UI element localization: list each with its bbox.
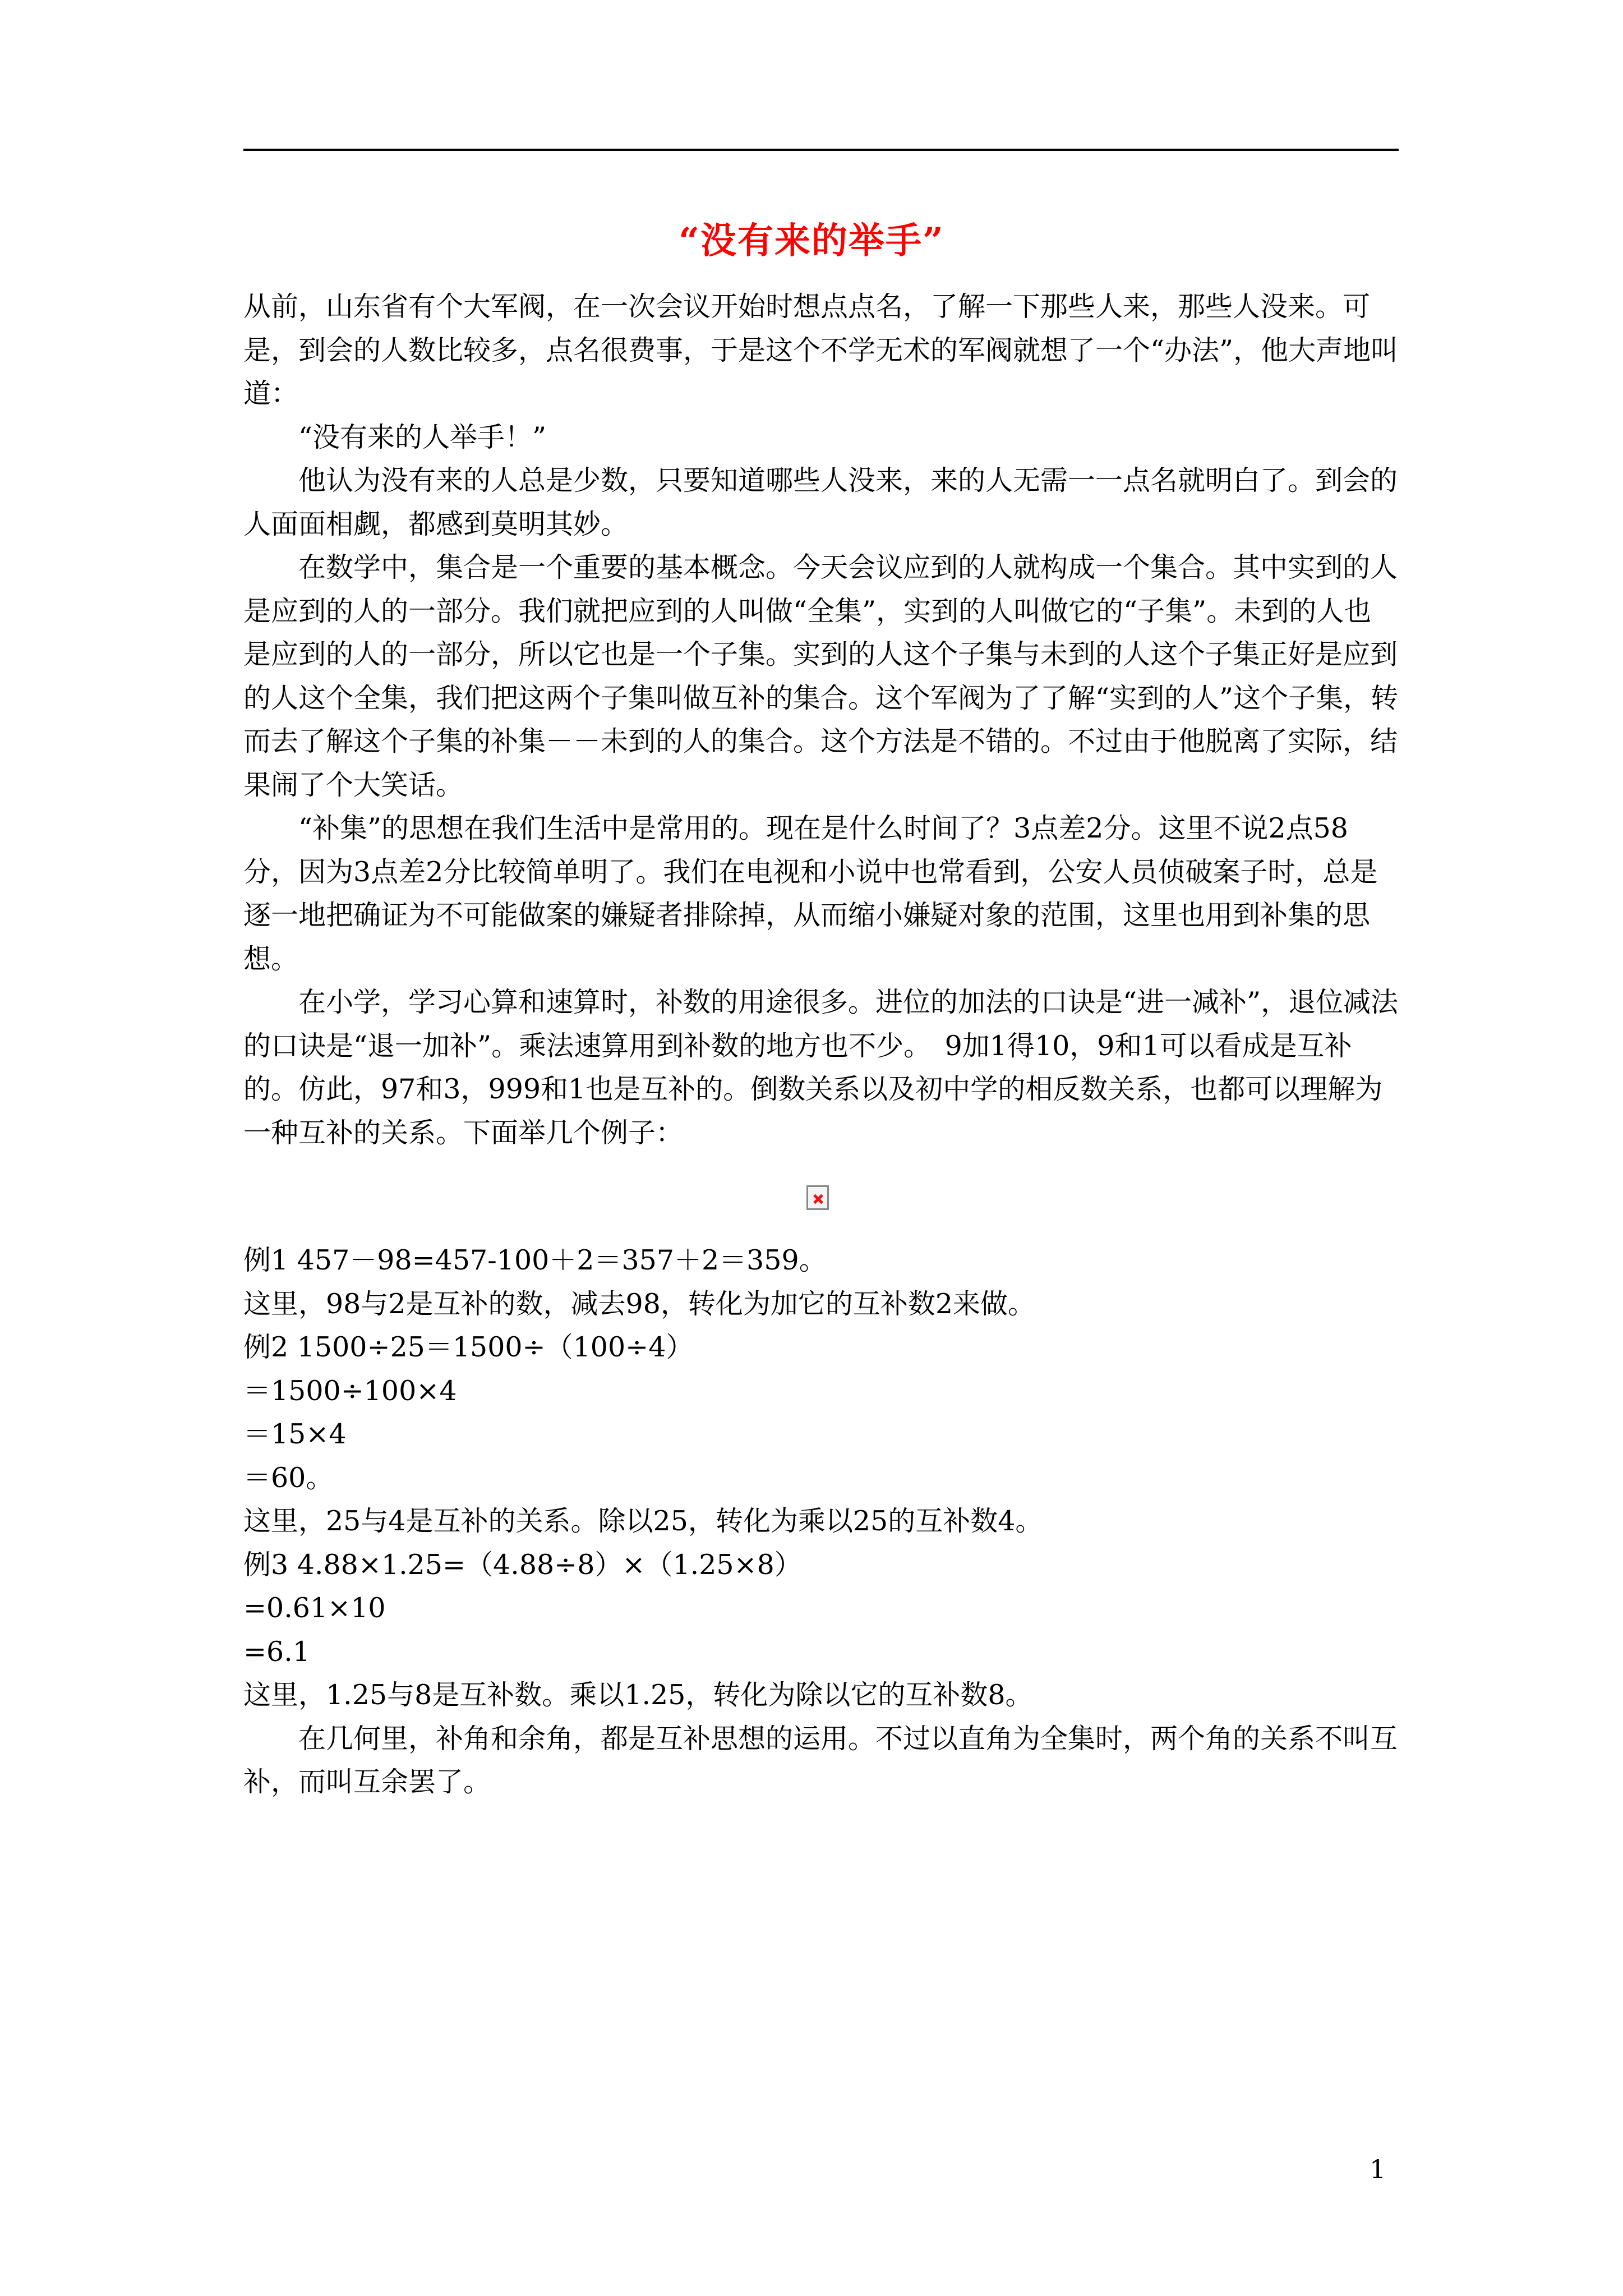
paragraph-complement-life: “补集”的思想在我们生活中是常用的。现在是什么时间了？3点差2分。这里不说2点58分，因为3点差2分比较简单明了。我们在电视和小说中也常看到，公安人员侦破案子时，总是逐一地把确证为不可能做案的嫌疑者排除掉，从而缩小嫌疑对象的范围，这里也用到补集的思想。 xyxy=(243,812,1378,975)
example-line: 例2 1500÷25＝1500÷（100÷4） xyxy=(243,1331,694,1363)
example-line: 例3 4.88×1.25=（4.88÷8）×（1.25×8） xyxy=(243,1548,802,1581)
paragraph-story-end: 他认为没有来的人总是少数，只要知道哪些人没来，来的人无需一一点名就明白了。到会的人面面相觑，都感到莫明其妙。 xyxy=(243,464,1398,540)
paragraph-story-intro: 从前，山东省有个大军阀，在一次会议开始时想点点名，了解一下那些人来，那些人没来。可是，到会的人数比较多，点名很费事，于是这个不学无术的军阀就想了一个“办法”，他大声地叫道： xyxy=(243,291,1399,409)
example-line: ＝1500÷100×4 xyxy=(243,1374,457,1407)
example-line: =6.1 xyxy=(243,1635,310,1668)
paragraph-closing: 在几何里，补角和余角，都是互补思想的运用。不过以直角为全集时，两个角的关系不叫互补，而叫互余罢了。 xyxy=(243,1722,1398,1798)
paragraph-set-concept: 在数学中，集合是一个重要的基本概念。今天会议应到的人就构成一个集合。其中实到的人是应到的人的一部分。我们就把应到的人叫做“全集”，实到的人叫做它的“子集”。未到的人也是应到的人的一部分，所以它也是一个子集。实到的人这个子集与未到的人这个子集正好是应到的人这个全集，我们把这两个子集叫做互补的集合。这个军阀为了了解“实到的人”这个子集，转而去了解这个子集的补集－－未到的人的集合。这个方法是不错的。不过由于他脱离了实际，结果闹了个大笑话。 xyxy=(243,551,1399,801)
broken-image-placeholder xyxy=(243,1154,1399,1239)
example-line: 这里，1.25与8是互补数。乘以1.25，转化为除以它的互补数8。 xyxy=(243,1679,1033,1711)
example-line: 这里，98与2是互补的数，减去98，转化为加它的互补数2来做。 xyxy=(243,1287,1036,1320)
document-body xyxy=(243,285,1399,1804)
paragraph-quote: “没有来的人举手！” xyxy=(298,421,547,453)
page-number: 1 xyxy=(1370,2154,1386,2184)
paragraph-complement-arithmetic: 在小学，学习心算和速算时，补数的用途很多。进位的加法的口诀是“进一减补”，退位减法的口诀是“退一加补”。乘法速算用到补数的地方也不少。 9加1得10，9和1可以看成是互补的。仿此，97和3，999和1也是互补的。倒数关系以及初中学的相反数关系，也都可以理解为一种互补的关系。下面举几个例子： xyxy=(243,986,1399,1149)
example-line: ＝15×4 xyxy=(243,1418,347,1450)
example-line: 这里，25与4是互补的关系。除以25，转化为乘以25的互补数4。 xyxy=(243,1505,1043,1537)
broken-image-icon xyxy=(806,1185,829,1210)
header-rule xyxy=(243,149,1399,151)
example-line: =0.61×10 xyxy=(243,1592,386,1624)
page-title: “没有来的举手” xyxy=(679,220,944,262)
example-line: 例1 457－98=457-100＋2＝357＋2＝359。 xyxy=(243,1244,827,1276)
example-line: ＝60。 xyxy=(243,1461,334,1494)
